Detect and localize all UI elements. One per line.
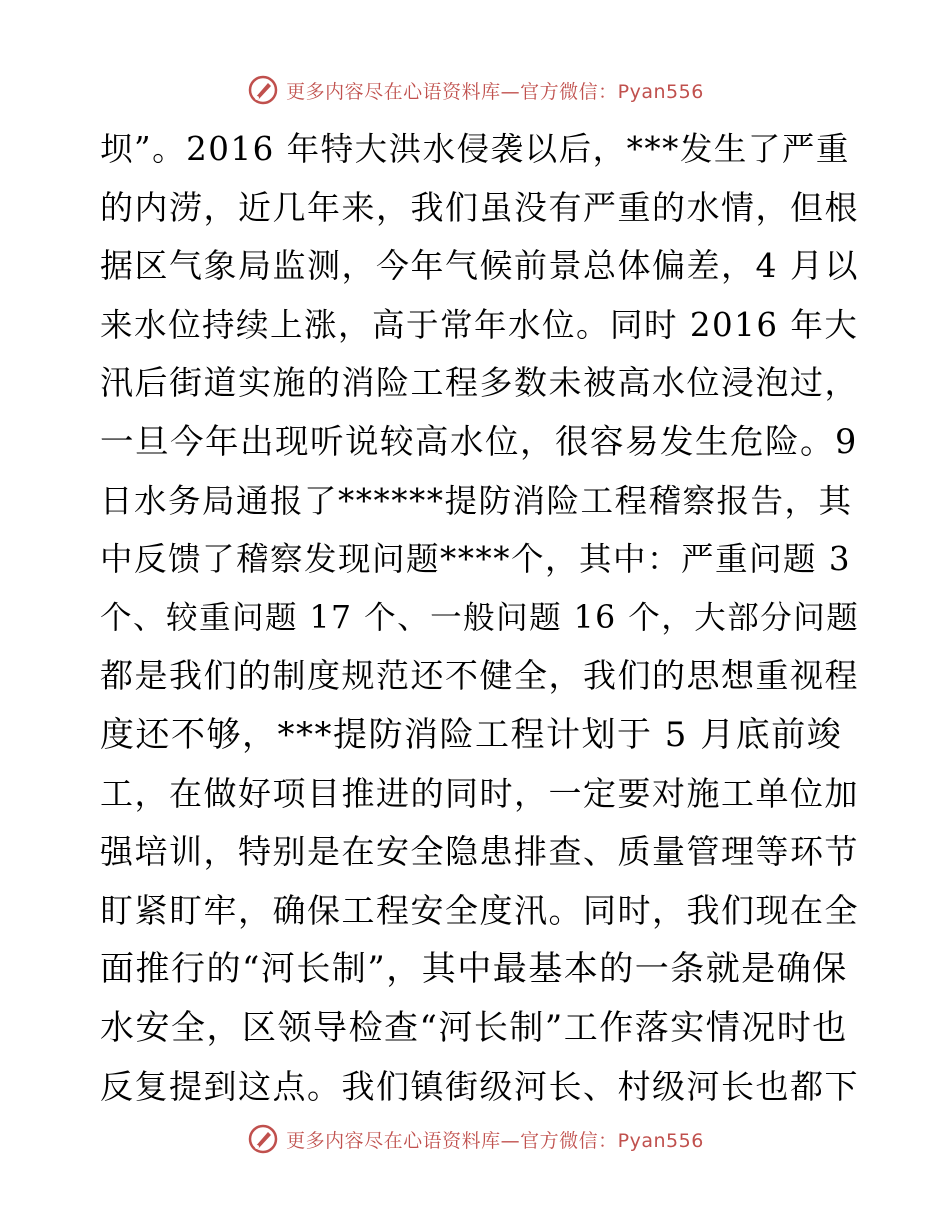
text-line: 工，在做好项目推进的同时，一定要对施工单位加 <box>100 773 859 813</box>
text-line: 据区气象局监测，今年气候前景总体偏差，4 月以 <box>100 246 859 286</box>
text-line: 面推行的“河长制”，其中最基本的一条就是确保 <box>100 949 848 990</box>
watermark-text: 更多内容尽在心语资料库—官方微信：Pyan556 <box>286 80 704 103</box>
text-line: 来水位持续上涨，高于常年水位。同时 2016 年大 <box>100 305 859 344</box>
text-line: 度还不够，***提防消险工程计划于 5 月底前竣 <box>100 714 843 755</box>
text-line: 盯紧盯牢，确保工程安全度汛。同时，我们现在全 <box>100 890 859 930</box>
text-line: 个、较重问题 17 个、一般问题 16 个，大部分问题 <box>100 599 860 636</box>
pen-circle-logo-icon <box>246 1122 280 1156</box>
text-line: 汛后街道实施的消险工程多数未被高水位浸泡过， <box>100 363 859 403</box>
text-line: 日水务局通报了******提防消险工程稽察报告，其 <box>100 481 853 520</box>
text-line: 反复提到这点。我们镇街级河长、村级河长也都下 <box>100 1066 859 1106</box>
header-watermark <box>0 70 950 110</box>
watermark-text: 更多内容尽在心语资料库—官方微信：Pyan556 <box>286 1129 704 1152</box>
text-line: 一旦今年出现听说较高水位，很容易发生危险。9 <box>100 421 858 461</box>
document-body <box>100 120 860 1116</box>
text-line: 水安全，区领导检查“河长制”工作落实情况时也 <box>100 1007 848 1048</box>
text-line: 坝”。2016 年特大洪水侵袭以后，***发生了严重 <box>100 130 850 168</box>
text-line: 都是我们的制度规范还不健全，我们的思想重视程 <box>100 656 859 696</box>
pen-circle-logo-icon <box>246 73 280 107</box>
text-line: 强培训，特别是在安全隐患排查、质量管理等环节 <box>100 832 859 872</box>
footer-watermark <box>0 1119 950 1159</box>
text-line: 的内涝，近几年来，我们虽没有严重的水情，但根 <box>100 187 859 227</box>
text-line: 中反馈了稽察发现问题****个，其中：严重问题 3 <box>100 540 852 579</box>
